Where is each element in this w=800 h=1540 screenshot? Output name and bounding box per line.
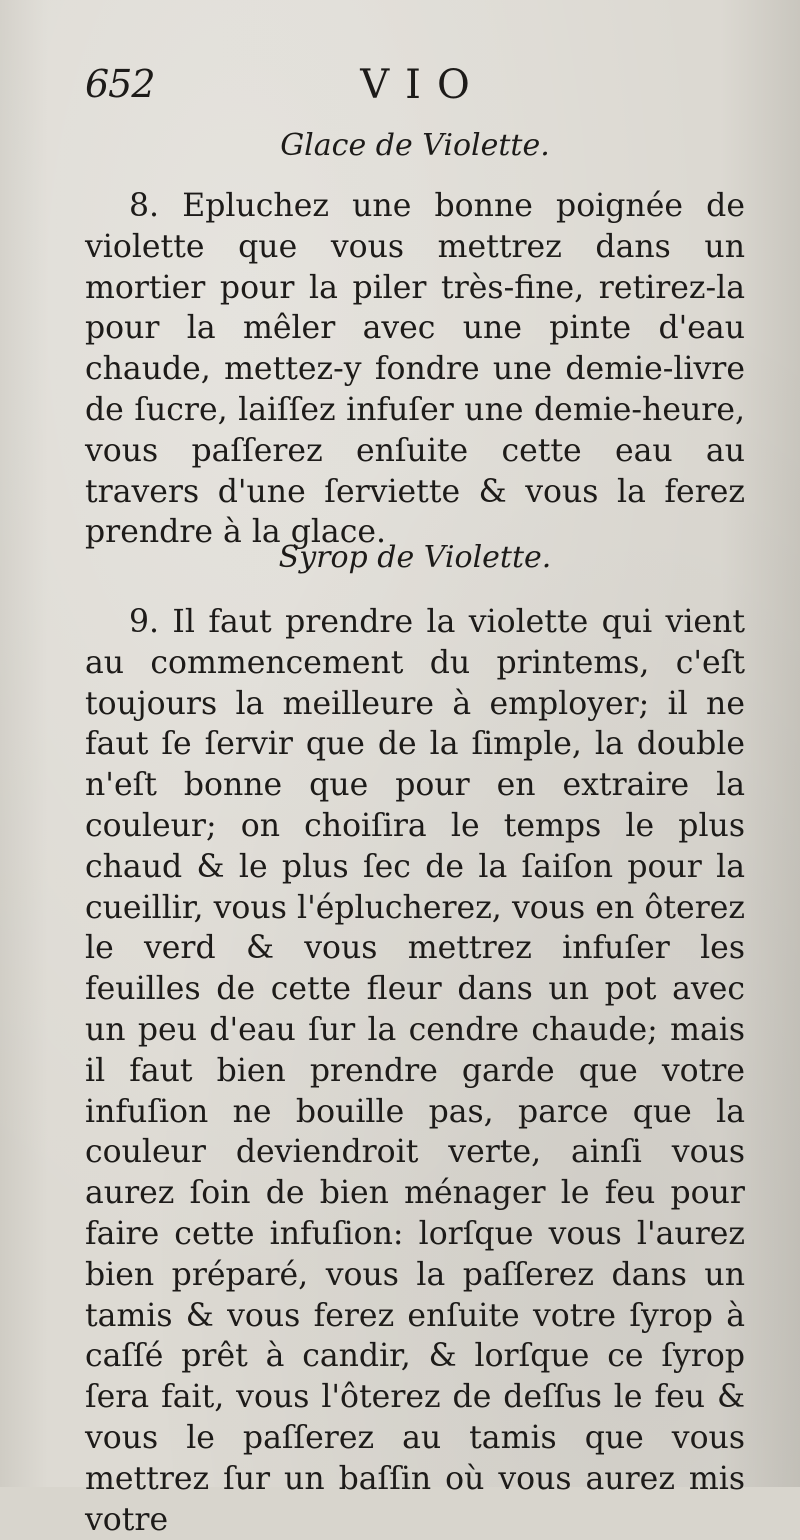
page-header: [85, 62, 745, 122]
page-number: 652: [85, 62, 155, 106]
section-title-glace: Glace de Violette.: [280, 128, 550, 163]
section-title-syrop: Syrop de Violette.: [278, 540, 552, 575]
section-body-syrop: 9. Il faut prendre la violette qui vient au commencement du printems, c'eſt toujours la meilleure à employer; il ne faut ſe ſervir que de la ſimple, la double n'eſt bonne que pour en extraire la couleur; on choiſira le temps le plus chaud & le plus ſec de la ſaiſon pour la cueillir, vous l'éplucherez, vous en ôterez le verd & vous mettrez infuſer les feuilles de cette fleur dans un pot avec un peu d'eau ſur la cendre chaude; mais il faut bien prendre garde que votre infuſion ne bouille pas, parce que la couleur deviendroit verte, ainſi vous aurez ſoin de bien ménager le feu pour faire cette infuſion: lorſque vous l'aurez bien préparé, vous la paſſerez dans un tamis & vous ferez enſuite votre ſyrop à caſſé prêt à candir, & lorſque ce ſyrop ſera fait, vous l'ôterez de deſſus le feu & vous le paſſerez au tamis que vous mettrez ſur un baſſin où vous aurez mis votre: [85, 604, 745, 1538]
section-body-glace: 8. Epluchez une bonne poignée de violette que vous mettrez dans un mortier pour la piler très-fine, retirez-la pour la mêler avec une pinte d'eau chaude, mettez-y fondre une demie-livre de ſucre, laiſſez infuſer une demie-heure, vous paſſerez enſuite cette eau au travers d'une ſerviette & vous la ferez prendre à la glace.: [85, 188, 745, 551]
running-head: VIO: [360, 62, 486, 108]
